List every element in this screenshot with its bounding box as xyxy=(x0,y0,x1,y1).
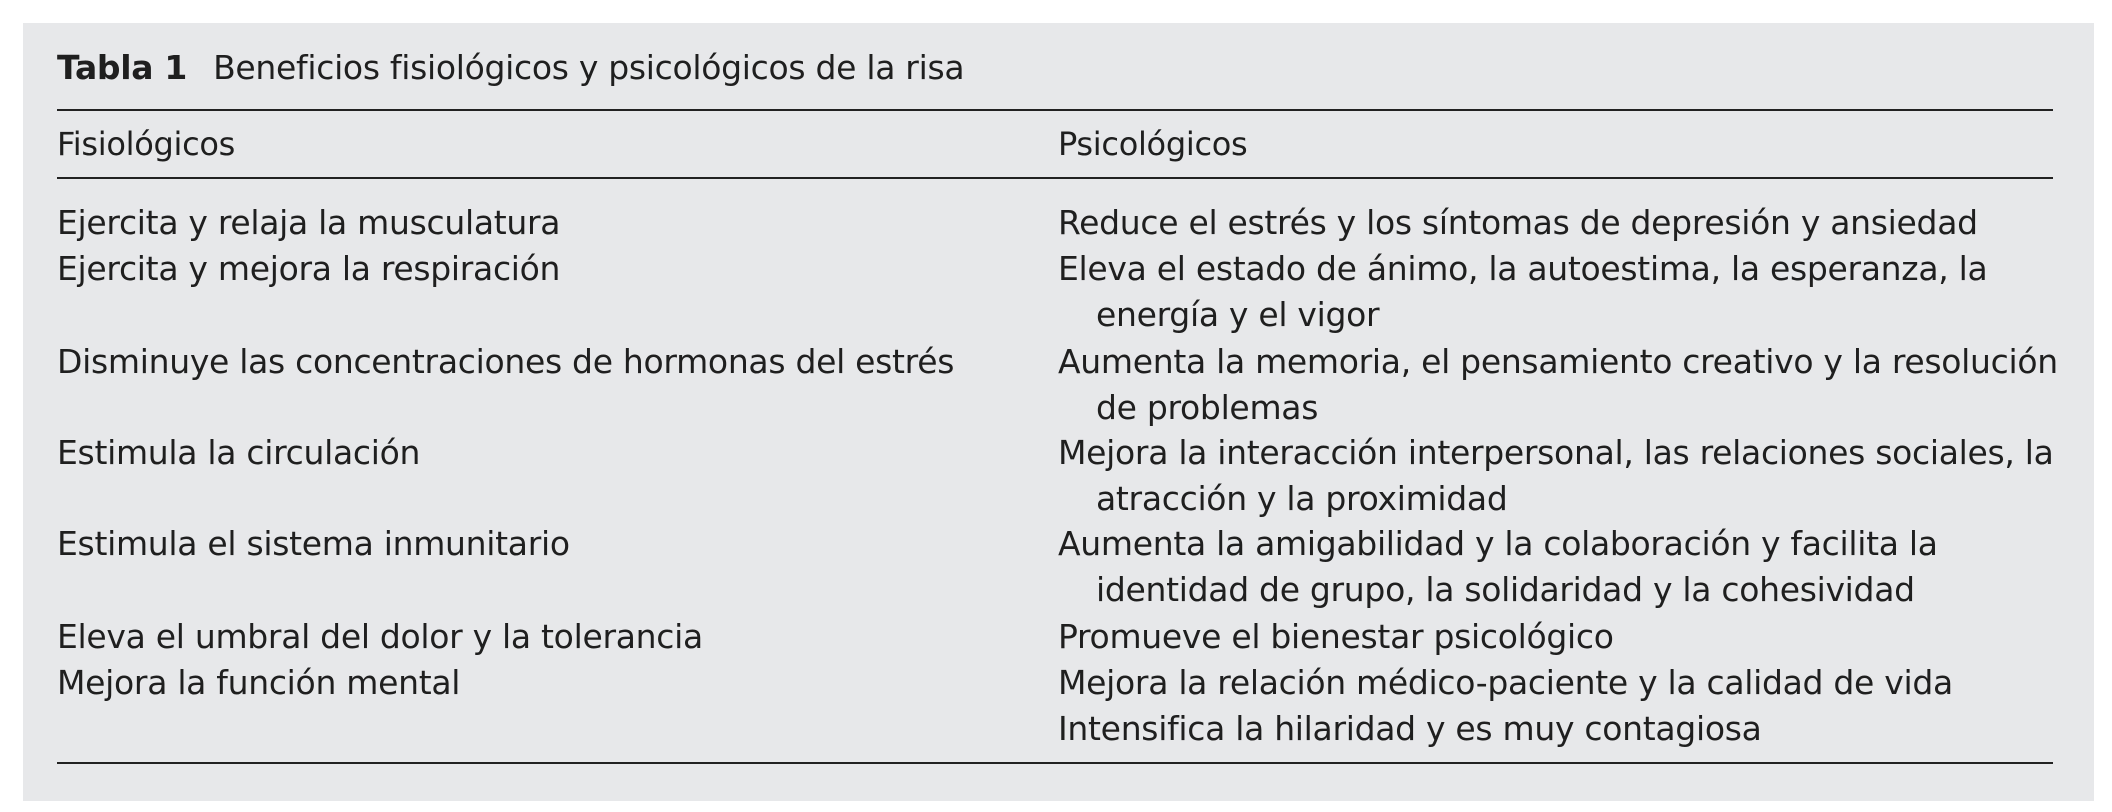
fisiologico-item: Estimula el sistema inmunitario xyxy=(57,524,570,563)
fisiologico-item: Eleva el umbral del dolor y la tolerancia xyxy=(57,617,703,656)
psicologico-item xyxy=(1058,521,1938,613)
psicologico-line: Promueve el bienestar psicológico xyxy=(1058,617,1614,656)
psicologico-item xyxy=(1058,706,1762,752)
fisiologico-item: Ejercita y relaja la musculatura xyxy=(57,203,561,242)
psicologico-line: Eleva el estado de ánimo, la autoestima, la esperanza, la xyxy=(1058,249,1988,288)
fisiologico-item: Ejercita y mejora la respiración xyxy=(57,249,561,288)
psicologico-item xyxy=(1058,660,1953,706)
fisiologico-item: Estimula la circulación xyxy=(57,433,421,472)
psicologico-line-continuation: energía y el vigor xyxy=(1096,295,1380,334)
psicologico-item xyxy=(1058,246,1987,338)
psicologico-line: Mejora la relación médico-paciente y la calidad de vida xyxy=(1058,663,1953,702)
bottom-rule xyxy=(57,762,2053,764)
psicologico-line: Mejora la interacción interpersonal, las relaciones sociales, la xyxy=(1058,433,2054,472)
psicologico-item xyxy=(1058,430,2054,522)
psicologico-line-continuation: identidad de grupo, la solidaridad y la cohesividad xyxy=(1096,570,1915,609)
header-rule xyxy=(57,177,2053,179)
psicologico-line: Aumenta la memoria, el pensamiento creativo y la resolución xyxy=(1058,342,2058,381)
fisiologico-item: Mejora la función mental xyxy=(57,663,461,702)
psicologico-item xyxy=(1058,339,2058,431)
fisiologico-item: Disminuye las concentraciones de hormonas del estrés xyxy=(57,342,955,381)
psicologico-line: Intensifica la hilaridad y es muy contagiosa xyxy=(1058,709,1762,748)
table-caption xyxy=(57,48,964,88)
top-rule xyxy=(57,109,2053,111)
column-header-psicologicos: Psicológicos xyxy=(1058,125,1248,163)
column-header-fisiologicos: Fisiológicos xyxy=(57,125,236,163)
table-title: Beneficios fisiológicos y psicológicos de la risa xyxy=(213,48,965,87)
table-label: Tabla 1 xyxy=(57,48,188,87)
psicologico-line-continuation: atracción y la proximidad xyxy=(1096,479,1508,518)
psicologico-line: Reduce el estrés y los síntomas de depresión y ansiedad xyxy=(1058,203,1978,242)
psicologico-item xyxy=(1058,614,1614,660)
psicologico-line-continuation: de problemas xyxy=(1096,388,1319,427)
psicologico-line: Aumenta la amigabilidad y la colaboración y facilita la xyxy=(1058,524,1938,563)
psicologico-item xyxy=(1058,200,1978,246)
